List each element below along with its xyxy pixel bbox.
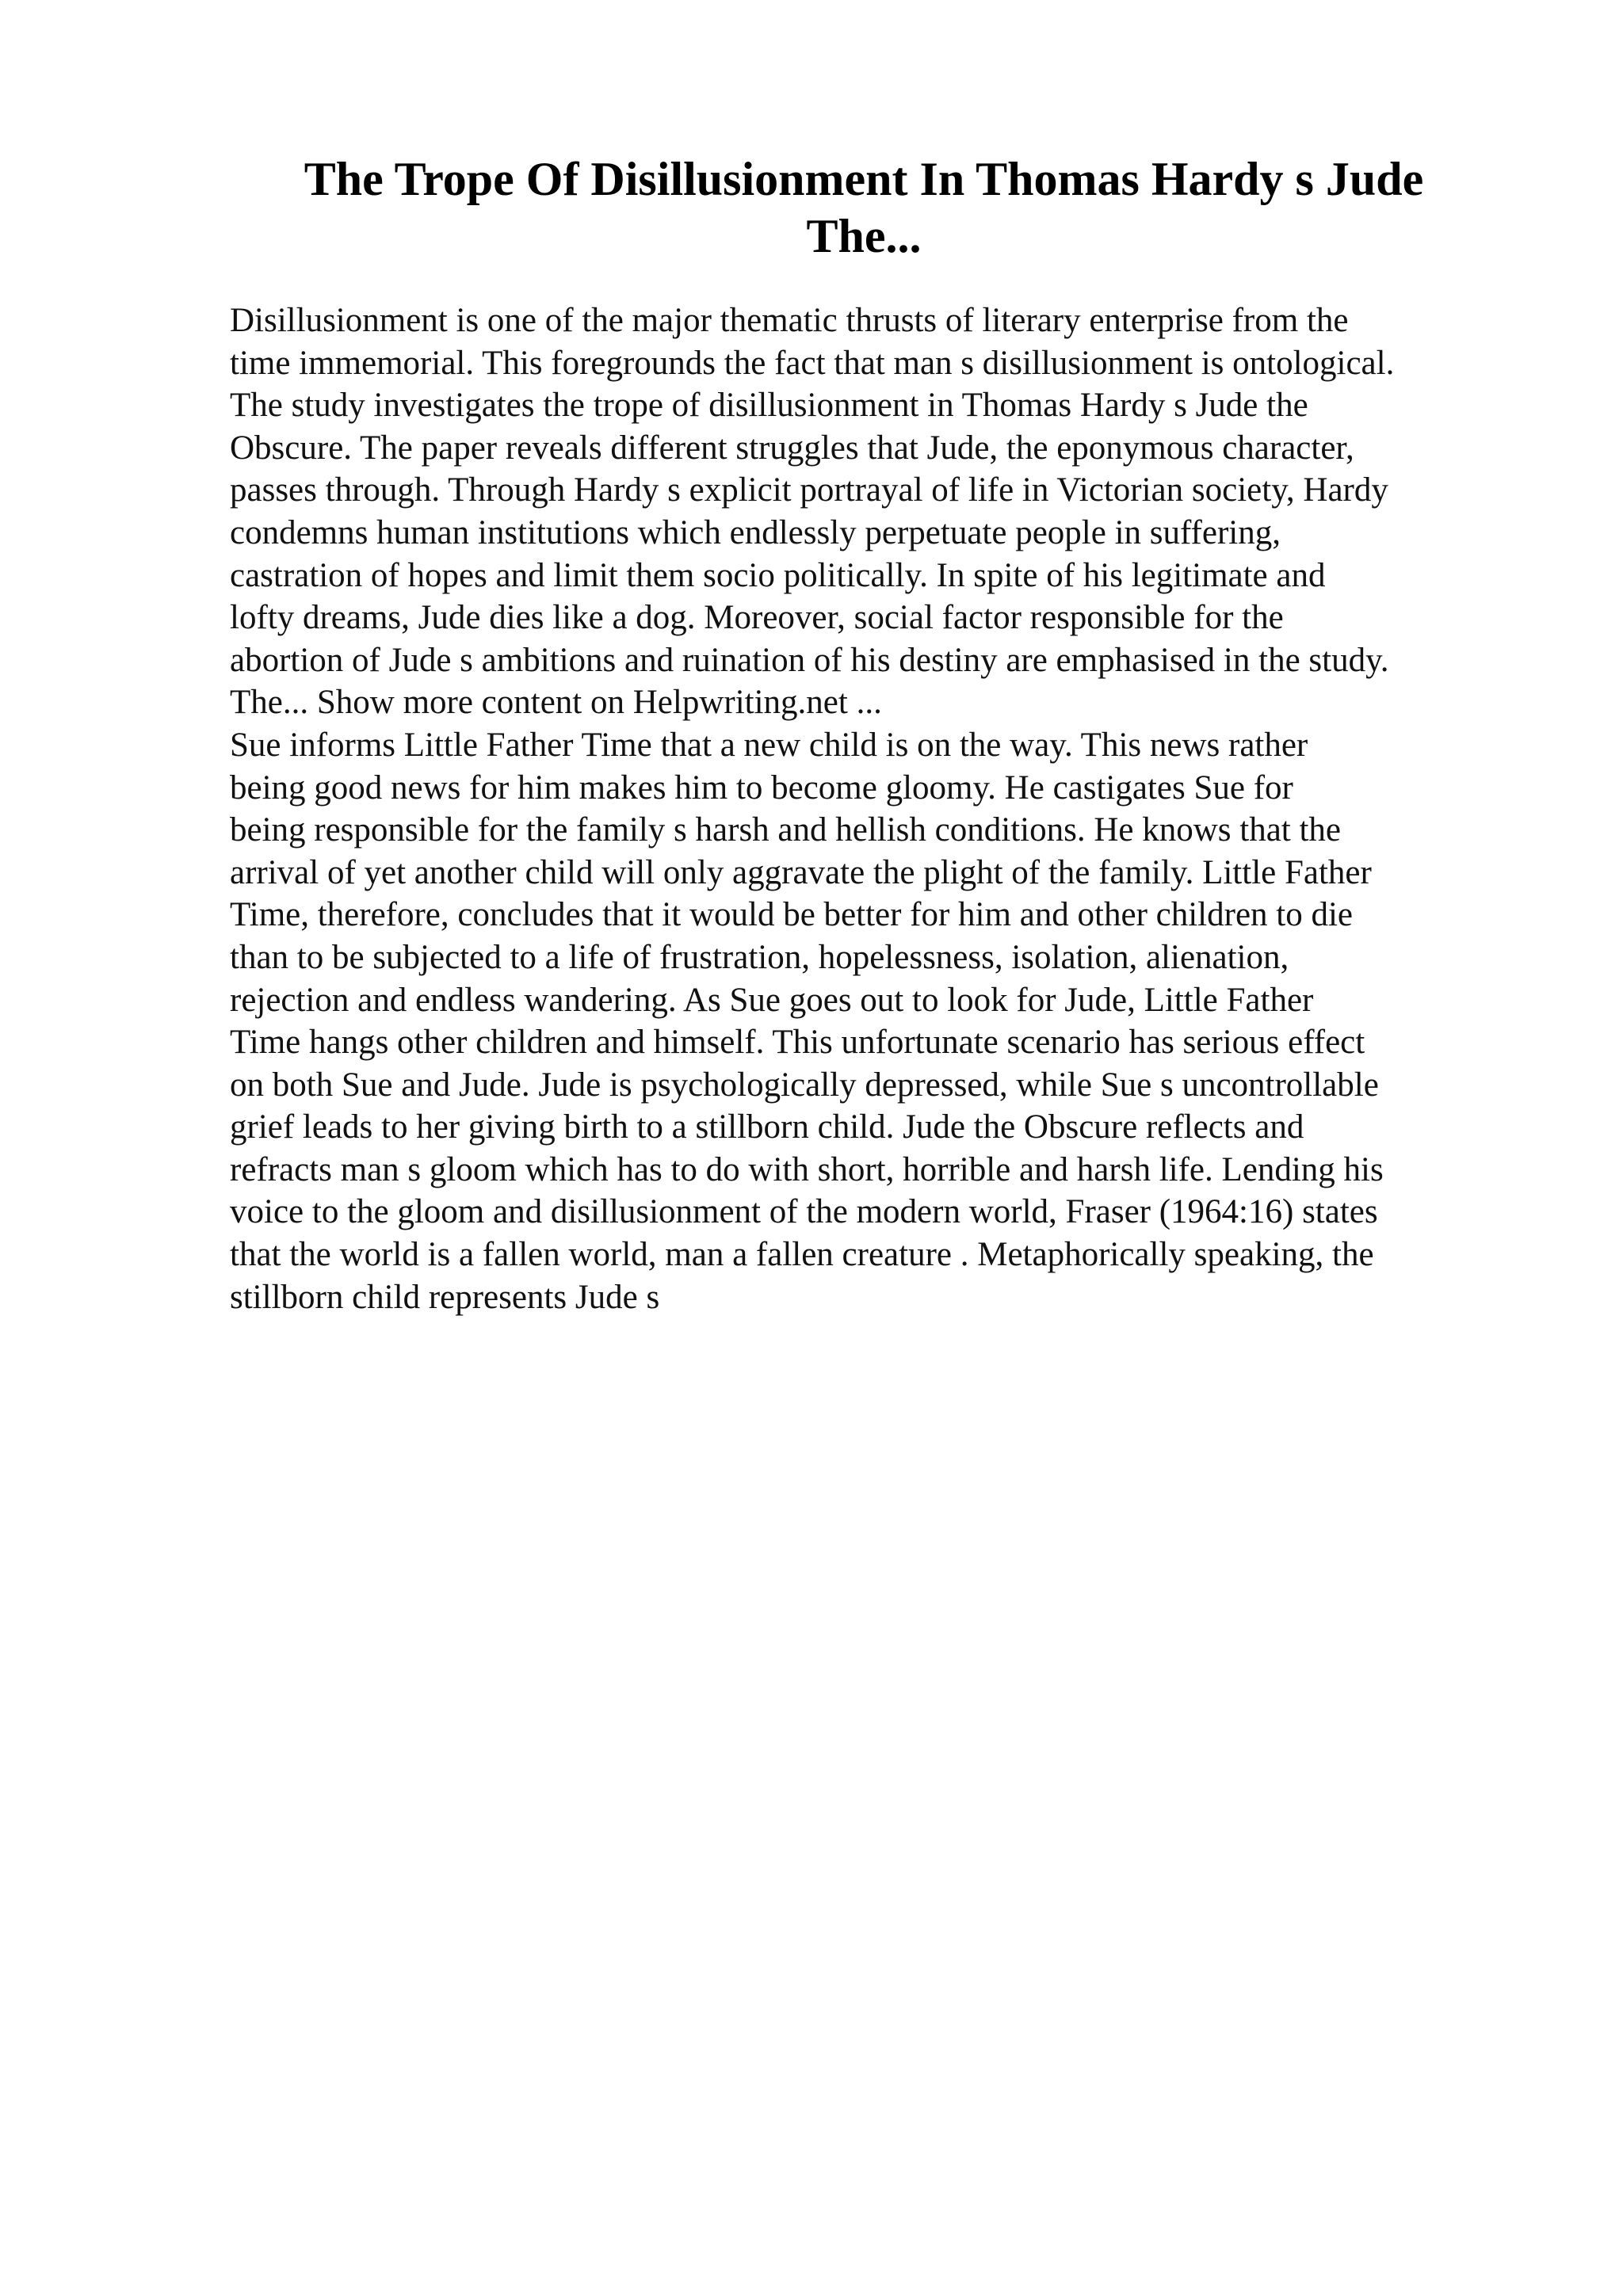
text-line: voice to the gloom and disillusionment of the modern world, Fraser (1964:16) states [230,1193,1378,1231]
text-line: stillborn child represents Jude s [230,1278,660,1316]
text-line: Time, therefore, concludes that it would be better for him and other children to die [230,896,1354,934]
text-line: Disillusionment is one of the major thematic thrusts of literary enterprise from the [230,302,1349,339]
text-line: being responsible for the family s harsh and hellish conditions. He knows that the [230,811,1342,849]
article-body [230,299,1498,1318]
text-line: Time hangs other children and himself. This unfortunate scenario has serious effect [230,1024,1365,1062]
text-line: refracts man s gloom which has to do with short, horrible and harsh life. Lending his [230,1150,1384,1188]
text-line: being good news for him makes him to become gloomy. He castigates Sue for [230,769,1293,807]
text-line: than to be subjected to a life of frustration, hopelessness, isolation, alienation, [230,938,1289,976]
text-line: lofty dreams, Jude dies like a dog. Moreover, social factor responsible for the [230,599,1284,637]
title-line: The... [806,210,922,262]
title-line: The Trope Of Disillusionment In Thomas Hardy s Jude [304,153,1424,205]
paragraph-intro [230,299,1498,724]
text-line: on both Sue and Jude. Jude is psychologically depressed, while Sue s uncontrollable [230,1066,1379,1104]
page-title [230,151,1498,265]
text-line: that the world is a fallen world, man a fallen creature . Metaphorically speaking, the [230,1236,1374,1274]
text-line: arrival of yet another child will only aggravate the plight of the family. Little Father [230,853,1372,891]
text-line: passes through. Through Hardy s explicit portrayal of life in Victorian society, Hardy [230,471,1388,509]
text-line: time immemorial. This foregrounds the fact that man s disillusionment is ontological. [230,344,1395,382]
text-line: condemns human institutions which endlessly perpetuate people in suffering, [230,513,1281,551]
text-line: Obscure. The paper reveals different struggles that Jude, the eponymous character, [230,429,1354,467]
text-line: The study investigates the trope of disillusionment in Thomas Hardy s Jude the [230,387,1308,425]
text-line: rejection and endless wandering. As Sue goes out to look for Jude, Little Father [230,981,1314,1019]
text-line: grief leads to her giving birth to a stillborn child. Jude the Obscure reflects and [230,1108,1304,1146]
text-line: castration of hopes and limit them socio politically. In spite of his legitimate and [230,556,1326,594]
text-line: Sue informs Little Father Time that a new child is on the way. This news rather [230,726,1308,764]
text-line: abortion of Jude s ambitions and ruination of his destiny are emphasised in the study. [230,641,1389,679]
show-more-line: The... Show more content on Helpwriting.net ... [230,684,882,722]
paragraph-continued [230,724,1498,1318]
